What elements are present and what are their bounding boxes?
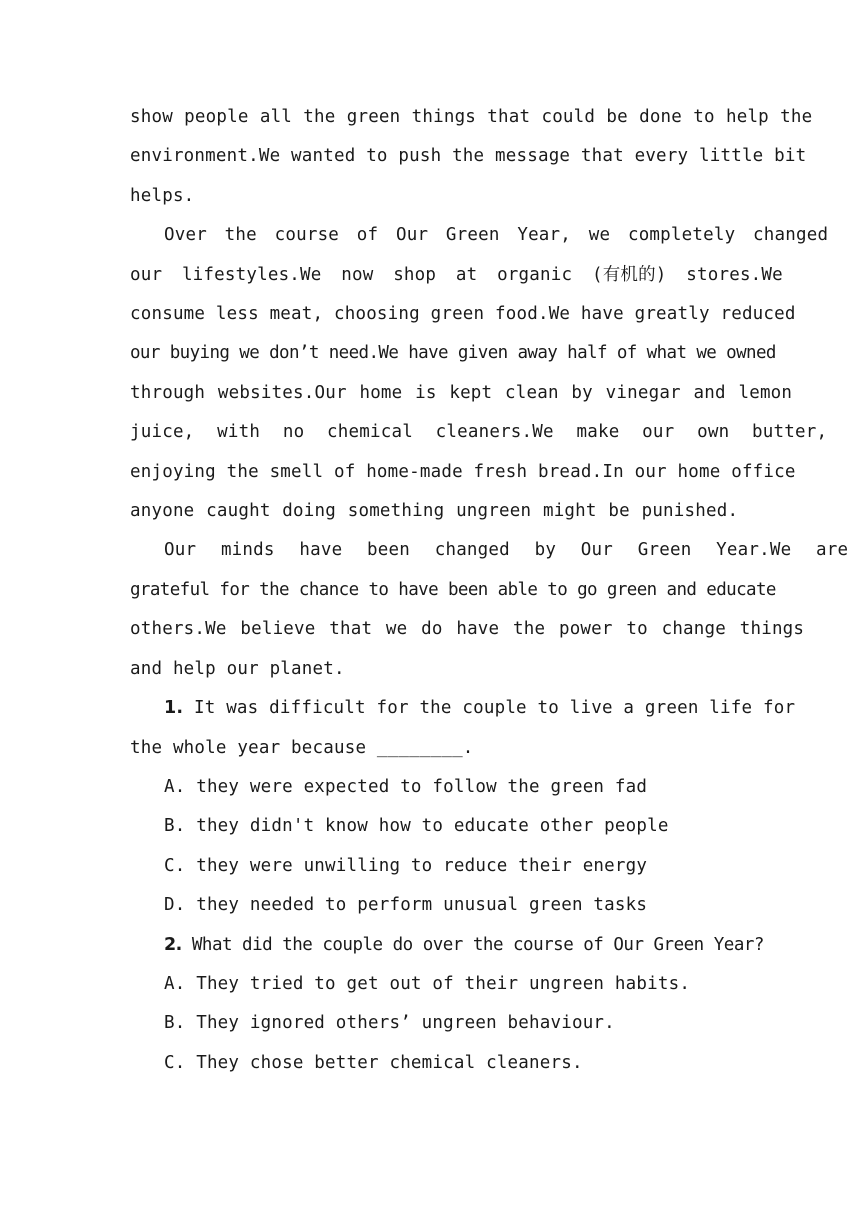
text-line: juice, with no chemical cleaners.We make our own butter, [130,422,828,443]
text-line: others.We believe that we do have the power to change things [130,619,805,640]
passage-paragraph-2 [130,216,829,531]
text-line: grateful for the chance to have been able to go green and educate [130,579,776,600]
question-stem-text: What did the couple do over the course of Our Green Year? [191,934,764,955]
text-line: and help our planet. [130,658,345,679]
question-stem [130,689,796,728]
text-line: anyone caught doing something ungreen might be punished. [130,501,739,522]
answer-option-a[interactable]: A. They tried to get out of their ungreen habits. [164,973,691,994]
text-line: helps. [130,185,195,206]
text-line: enjoying the smell of home-made fresh bread.In our home office [130,461,796,482]
text-line: consume less meat, choosing green food.We have greatly reduced [130,304,796,325]
text-line: Over the course of Our Green Year, we completely changed [164,225,829,246]
question-stem-text: It was difficult for the couple to live a green life for [193,698,796,719]
question-number: 2. [164,934,182,955]
question-stem [130,926,764,965]
text-line: show people all the green things that could be done to help the [130,107,813,127]
text-line: environment.We wanted to push the message that every little bit [130,146,807,167]
answer-option-c[interactable]: C. they were unwilling to reduce their energy [164,855,648,876]
answer-option-b[interactable]: B. They ignored others’ ungreen behaviour. [164,1013,615,1034]
answer-option-c[interactable]: C. They chose better chemical cleaners. [164,1052,583,1073]
document-page [130,98,849,1083]
text-line: through websites.Our home is kept clean by vinegar and lemon [130,382,793,403]
passage-paragraph-3 [130,531,849,689]
text-line: our buying we don’t need.We have given away half of what we owned [130,343,776,364]
answer-option-b[interactable]: B. they didn't know how to educate other people [164,816,669,837]
answer-option-d[interactable]: D. they needed to perform unusual green tasks [164,895,648,916]
question-1 [130,689,796,925]
question-number: 1. [164,698,184,719]
answer-option-a[interactable]: A. they were expected to follow the green fad [164,776,648,797]
text-line: our lifestyles.We now shop at organic (有机的) stores.We [130,264,783,285]
passage-paragraph-1 [130,98,813,216]
question-stem-continuation: the whole year because ________. [130,737,474,758]
text-line: Our minds have been changed by Our Green Year.We are [164,540,849,561]
question-2 [130,926,764,1084]
